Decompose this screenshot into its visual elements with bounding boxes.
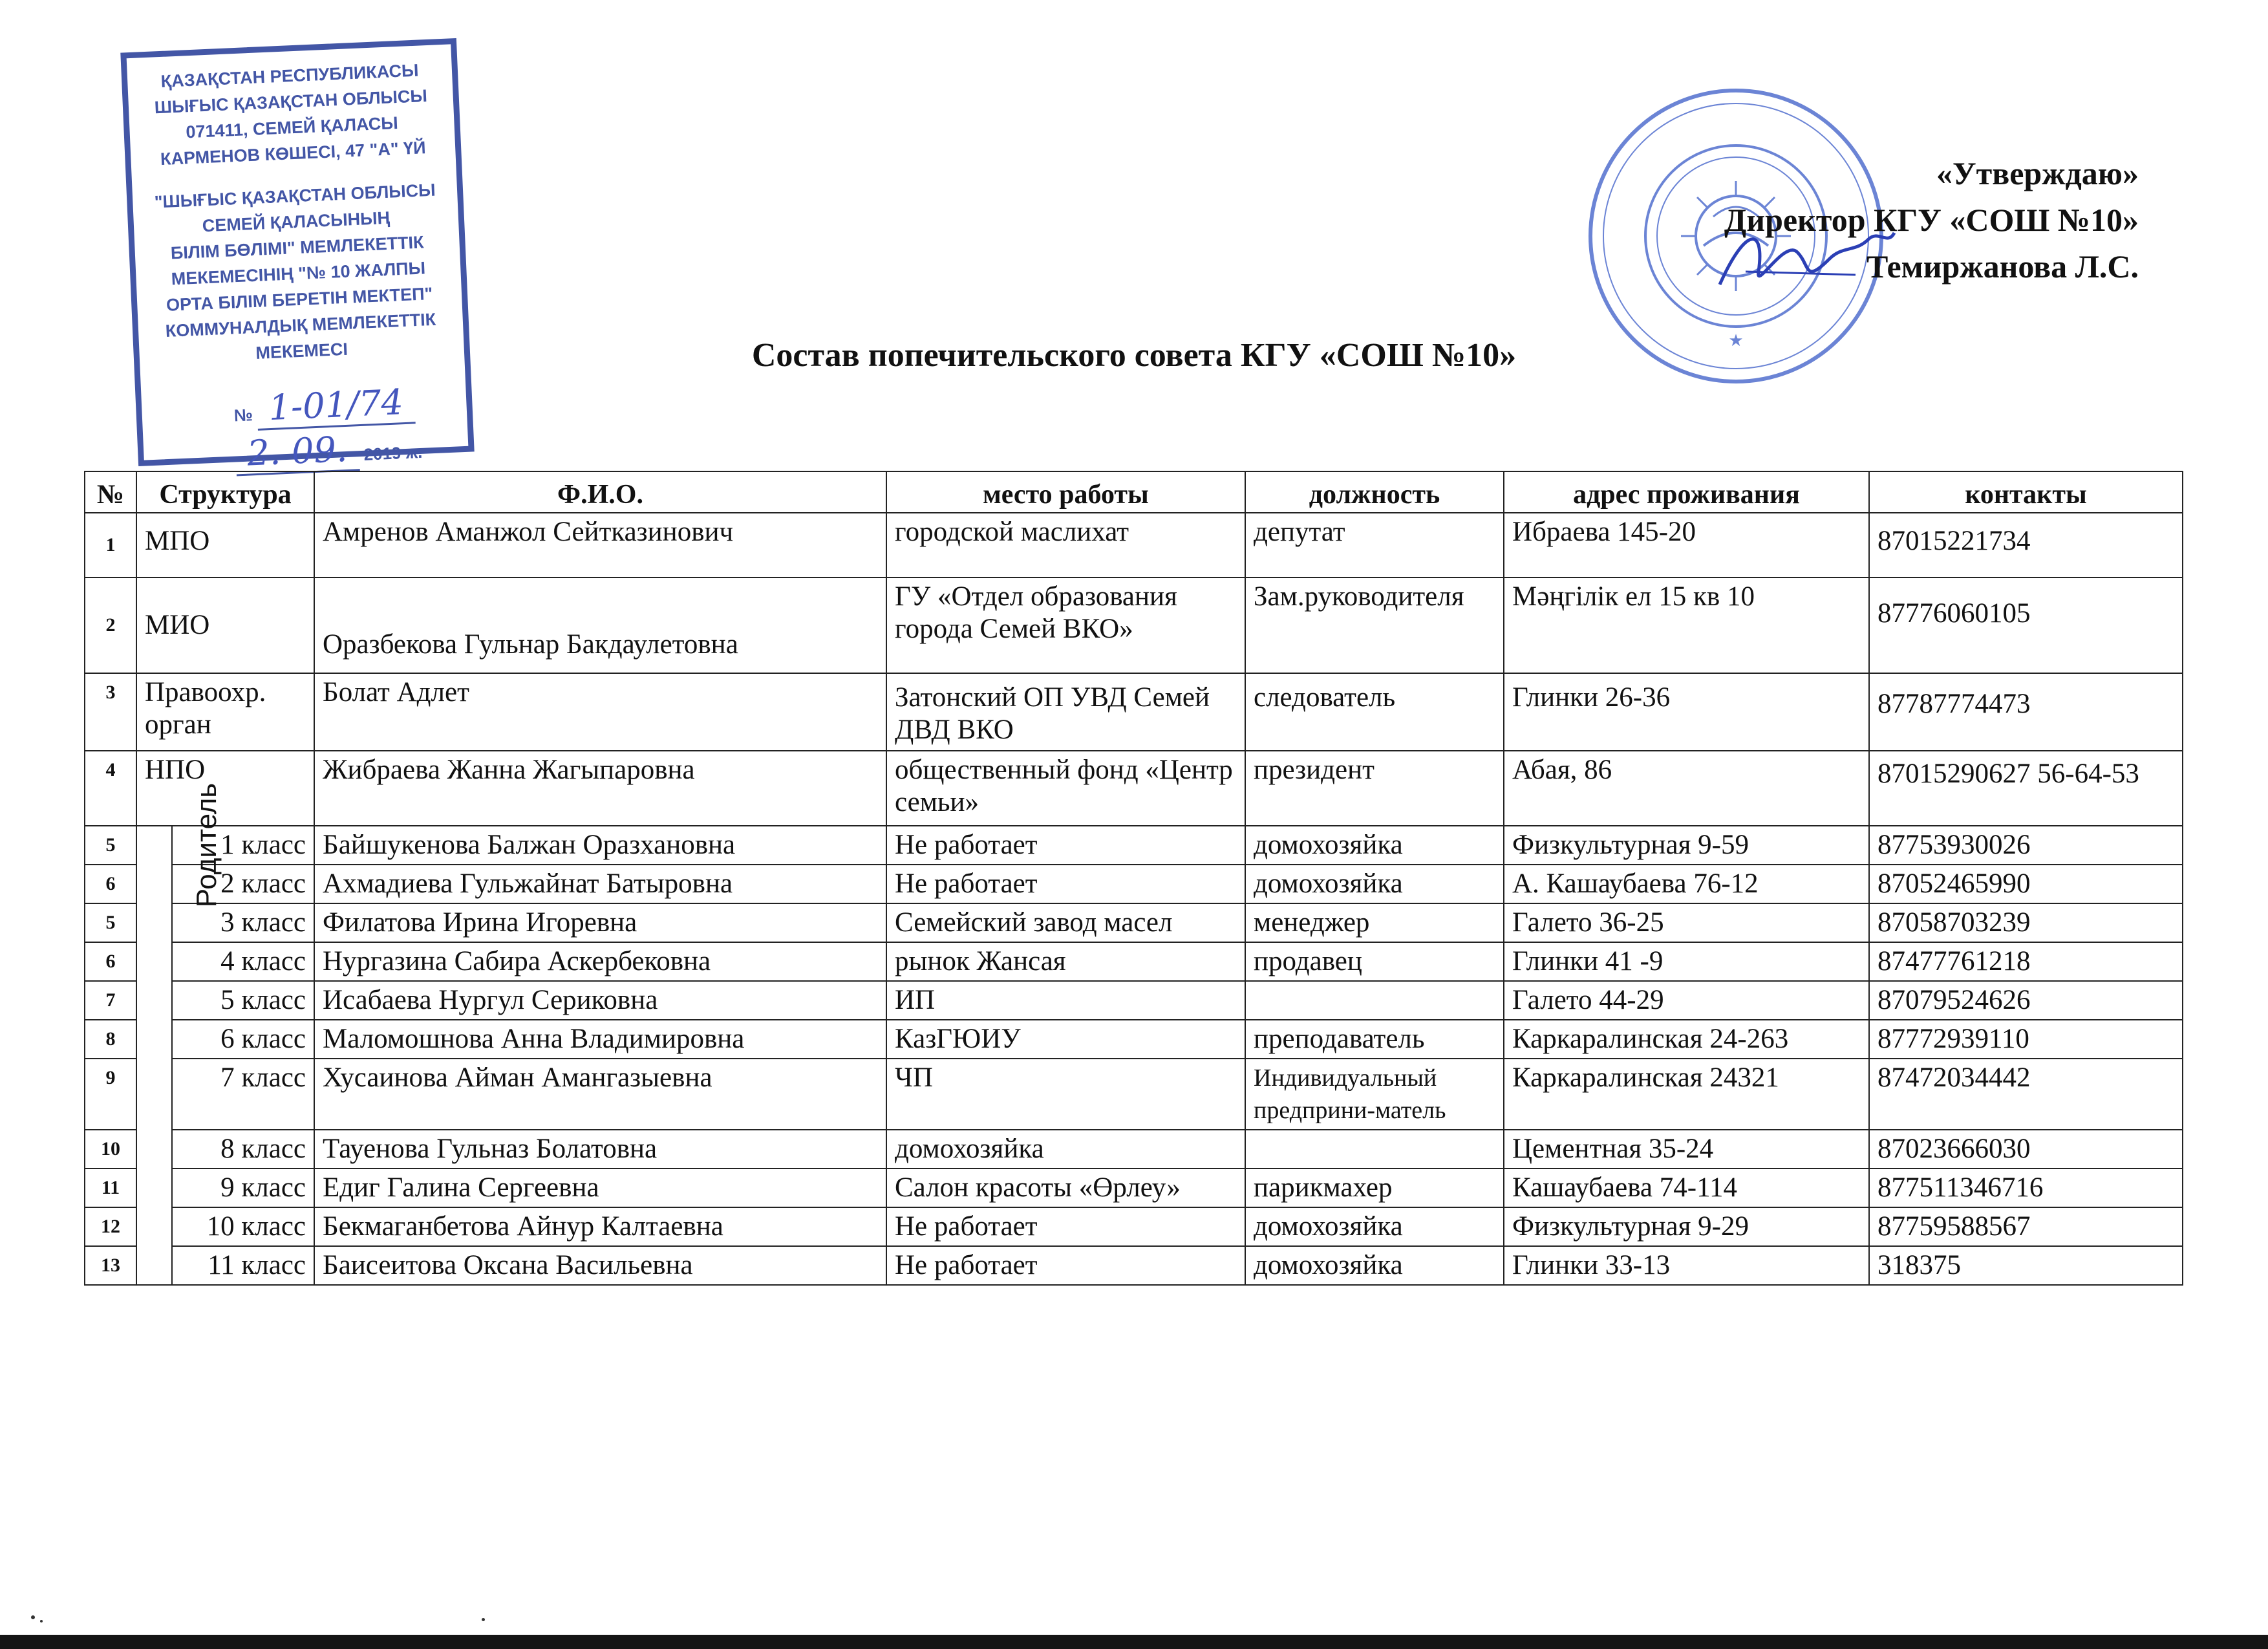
cell-position: домохозяйка [1245,865,1504,903]
scan-speck [482,1618,485,1621]
cell-position: домохозяйка [1245,1246,1504,1285]
cell-contacts: 87052465990 [1869,865,2183,903]
cell-workplace: городской маслихат [886,513,1245,577]
cell-fio: Амренов Аманжол Сейтказинович [314,513,886,577]
table-row [85,513,2183,577]
stamp-reg-date: 2. 09. [235,428,359,476]
stamp-line: СЕМЕЙ ҚАЛАСЫНЫҢ [202,208,390,236]
cell-fio: Маломошнова Анна Владимировна [314,1020,886,1059]
stamp-line: БІЛІМ БӨЛІМІ" МЕМЛЕКЕТТІК [170,232,425,263]
table-row [85,751,2183,826]
cell-num: 10 [85,1130,136,1169]
cell-fio: Бекмаганбетова Айнур Калтаевна [314,1207,886,1246]
cell-num: 8 [85,1020,136,1059]
cell-workplace: общественный фонд «Центр семьи» [886,751,1245,826]
cell-position: домохозяйка [1245,1207,1504,1246]
cell-class: 11 класс [172,1246,314,1285]
cell-class: 6 класс [172,1020,314,1059]
cell-address: Ибраева 145-20 [1504,513,1869,577]
table-row [85,673,2183,751]
cell-num: 5 [85,826,136,865]
cell-contacts: 87079524626 [1869,981,2183,1020]
official-rectangular-stamp [120,38,474,474]
cell-address: Глинки 41 -9 [1504,942,1869,981]
cell-fio: Ахмадиева Гульжайнат Батыровна [314,865,886,903]
cell-contacts: 87759588567 [1869,1207,2183,1246]
cell-num: 6 [85,942,136,981]
cell-contacts: 87772939110 [1869,1020,2183,1059]
cell-num: 1 [85,513,136,577]
cell-fio: Оразбекова Гульнар Бакдаулетовна [314,577,886,673]
cell-fio: Тауенова Гульназ Болатовна [314,1130,886,1169]
cell-fio: Хусаинова Айман Амангазыевна [314,1059,886,1130]
cell-position [1245,981,1504,1020]
cell-class: 1 класс [172,826,314,865]
header-position: должность [1245,471,1504,513]
cell-address: Галето 44-29 [1504,981,1869,1020]
cell-contacts: 87015221734 [1869,513,2183,577]
cell-position: парикмахер [1245,1169,1504,1207]
cell-workplace: Не работает [886,1246,1245,1285]
cell-contacts: 87058703239 [1869,903,2183,942]
approval-line-director: Директор КГУ «СОШ №10» [1724,202,2139,238]
cell-position: домохозяйка [1245,826,1504,865]
header-fio: Ф.И.О. [314,471,886,513]
table-row [85,577,2183,673]
stamp-reg-year: 2019 [363,443,401,464]
cell-num: 9 [85,1059,136,1130]
stamp-line: 071411, СЕМЕЙ ҚАЛАСЫ [185,113,399,142]
approval-line-approve: «Утверждаю» [1936,155,2139,191]
cell-class: 3 класс [172,903,314,942]
cell-class: 5 класс [172,981,314,1020]
cell-num: 6 [85,865,136,903]
cell-position: президент [1245,751,1504,826]
cell-fio: Болат Адлет [314,673,886,751]
cell-address: Галето 36-25 [1504,903,1869,942]
header-contacts: контакты [1869,471,2183,513]
table-row [85,826,2183,865]
scan-bottom-edge [0,1635,2268,1649]
cell-class: 7 класс [172,1059,314,1130]
cell-class: 8 класс [172,1130,314,1169]
cell-position: следователь [1245,673,1504,751]
cell-address: Глинки 26-36 [1504,673,1869,751]
table-row [85,981,2183,1020]
parent-group-cell [136,782,223,1285]
table-row [85,865,2183,903]
cell-workplace: ГУ «Отдел образования города Семей ВКО» [886,577,1245,673]
cell-contacts: 87776060105 [1869,577,2183,673]
header-address: адрес проживания [1504,471,1869,513]
stamp-line: "ШЫҒЫС ҚАЗАҚСТАН ОБЛЫСЫ [154,180,436,212]
cell-workplace: Не работает [886,865,1245,903]
cell-fio: Баисеитова Оксана Васильевна [314,1246,886,1285]
cell-workplace: Салон красоты «Өрлеу» [886,1169,1245,1207]
cell-position: Зам.руководителя [1245,577,1504,673]
cell-workplace: ИП [886,981,1245,1020]
board-members-table [84,471,2183,1286]
scan-speck [40,1620,43,1622]
cell-structure: МИО [136,577,314,673]
cell-num: 7 [85,981,136,1020]
cell-workplace: Затонский ОП УВД Семей ДВД ВКО [886,673,1245,751]
cell-num: 5 [85,903,136,942]
document-title: Состав попечительского совета КГУ «СОШ №10» [751,337,1517,374]
cell-structure: МПО [136,513,314,577]
table-row [85,1207,2183,1246]
cell-address: Каркаралинская 24321 [1504,1059,1869,1130]
table-row [85,903,2183,942]
cell-position: продавец [1245,942,1504,981]
stamp-line: КОММУНАЛДЫҚ МЕМЛЕКЕТТІК [165,309,436,341]
table-header-row [85,471,2183,513]
cell-fio: Едиг Галина Сергеевна [314,1169,886,1207]
cell-class: 10 класс [172,1207,314,1246]
cell-workplace: КазГЮИУ [886,1020,1245,1059]
cell-address: А. Кашаубаева 76-12 [1504,865,1869,903]
cell-address: Физкультурная 9-59 [1504,826,1869,865]
approval-block [1724,150,2139,290]
cell-fio: Байшукенова Балжан Оразхановна [314,826,886,865]
cell-fio: Филатова Ирина Игоревна [314,903,886,942]
cell-address: Каркаралинская 24-263 [1504,1020,1869,1059]
cell-address: Абая, 86 [1504,751,1869,826]
stamp-line: ҚАЗАҚСТАН РЕСПУБЛИКАСЫ [160,60,420,91]
cell-workplace: ЧП [886,1059,1245,1130]
cell-position: преподаватель [1245,1020,1504,1059]
header-num: № [85,471,136,513]
cell-class: 4 класс [172,942,314,981]
cell-position: менеджер [1245,903,1504,942]
cell-num: 2 [85,577,136,673]
stamp-line: КАРМЕНОВ КӨШЕСІ, 47 "А" ҮЙ [160,138,427,169]
header-workplace: место работы [886,471,1245,513]
cell-structure: Правоохр. орган [136,673,314,751]
cell-workplace: Не работает [886,1207,1245,1246]
cell-position [1245,1130,1504,1169]
cell-address: Физкультурная 9-29 [1504,1207,1869,1246]
cell-fio: Нургазина Сабира Аскербековна [314,942,886,981]
cell-contacts: 318375 [1869,1246,2183,1285]
parent-group-label: Родитель [191,782,223,908]
header-structure: Структура [136,471,314,513]
cell-workplace: Не работает [886,826,1245,865]
cell-workplace: Семейский завод масел [886,903,1245,942]
table-row [85,1130,2183,1169]
stamp-line: МЕКЕМЕСІНІҢ "№ 10 ЖАЛПЫ [171,258,426,289]
cell-contacts: 87015290627 56-64-53 [1869,751,2183,826]
stamp-top-lines [134,56,448,173]
scan-speck [31,1615,35,1619]
table-row [85,1169,2183,1207]
cell-contacts: 87472034442 [1869,1059,2183,1130]
stamp-line: ШЫҒЫС ҚАЗАҚСТАН ОБЛЫСЫ [154,86,428,118]
cell-num: 4 [85,751,136,826]
table-row [85,1059,2183,1130]
table-row [85,1020,2183,1059]
cell-fio: Исабаева Нургул Сериковна [314,981,886,1020]
cell-address: Кашаубаева 74-114 [1504,1169,1869,1207]
cell-num: 11 [85,1169,136,1207]
cell-workplace: рынок Жансая [886,942,1245,981]
cell-num: 3 [85,673,136,751]
stamp-line: ОРТА БІЛІМ БЕРЕТІН МЕКТЕП" [166,283,433,315]
cell-position: депутат [1245,513,1504,577]
cell-contacts: 87753930026 [1869,826,2183,865]
cell-class: 9 класс [172,1169,314,1207]
cell-class: 2 класс [172,865,314,903]
cell-num: 13 [85,1246,136,1285]
stamp-line: МЕКЕМЕСІ [255,339,348,363]
table-row [85,1246,2183,1285]
svg-text:★: ★ [1728,331,1744,350]
cell-address: Мәңгілік ел 15 кв 10 [1504,577,1869,673]
cell-contacts: 87477761218 [1869,942,2183,981]
cell-contacts: 87023666030 [1869,1130,2183,1169]
stamp-registration [149,379,461,478]
cell-workplace: домохозяйка [886,1130,1245,1169]
cell-contacts: 877511346716 [1869,1169,2183,1207]
stamp-reg-number: 1-01/74 [256,381,416,431]
table-row [85,942,2183,981]
approval-line-name: Темиржанова Л.С. [1867,248,2139,285]
cell-fio: Жибраева Жанна Жагыпаровна [314,751,886,826]
cell-contacts: 87787774473 [1869,673,2183,751]
cell-position: Индивидуальный предприни-матель [1245,1059,1504,1130]
cell-address: Цементная 35-24 [1504,1130,1869,1169]
cell-num: 12 [85,1207,136,1246]
stamp-reg-prefix: № [233,405,253,426]
stamp-reg-suffix: ж. [405,442,423,462]
cell-address: Глинки 33-13 [1504,1246,1869,1285]
cell-structure: НПО [136,751,314,826]
